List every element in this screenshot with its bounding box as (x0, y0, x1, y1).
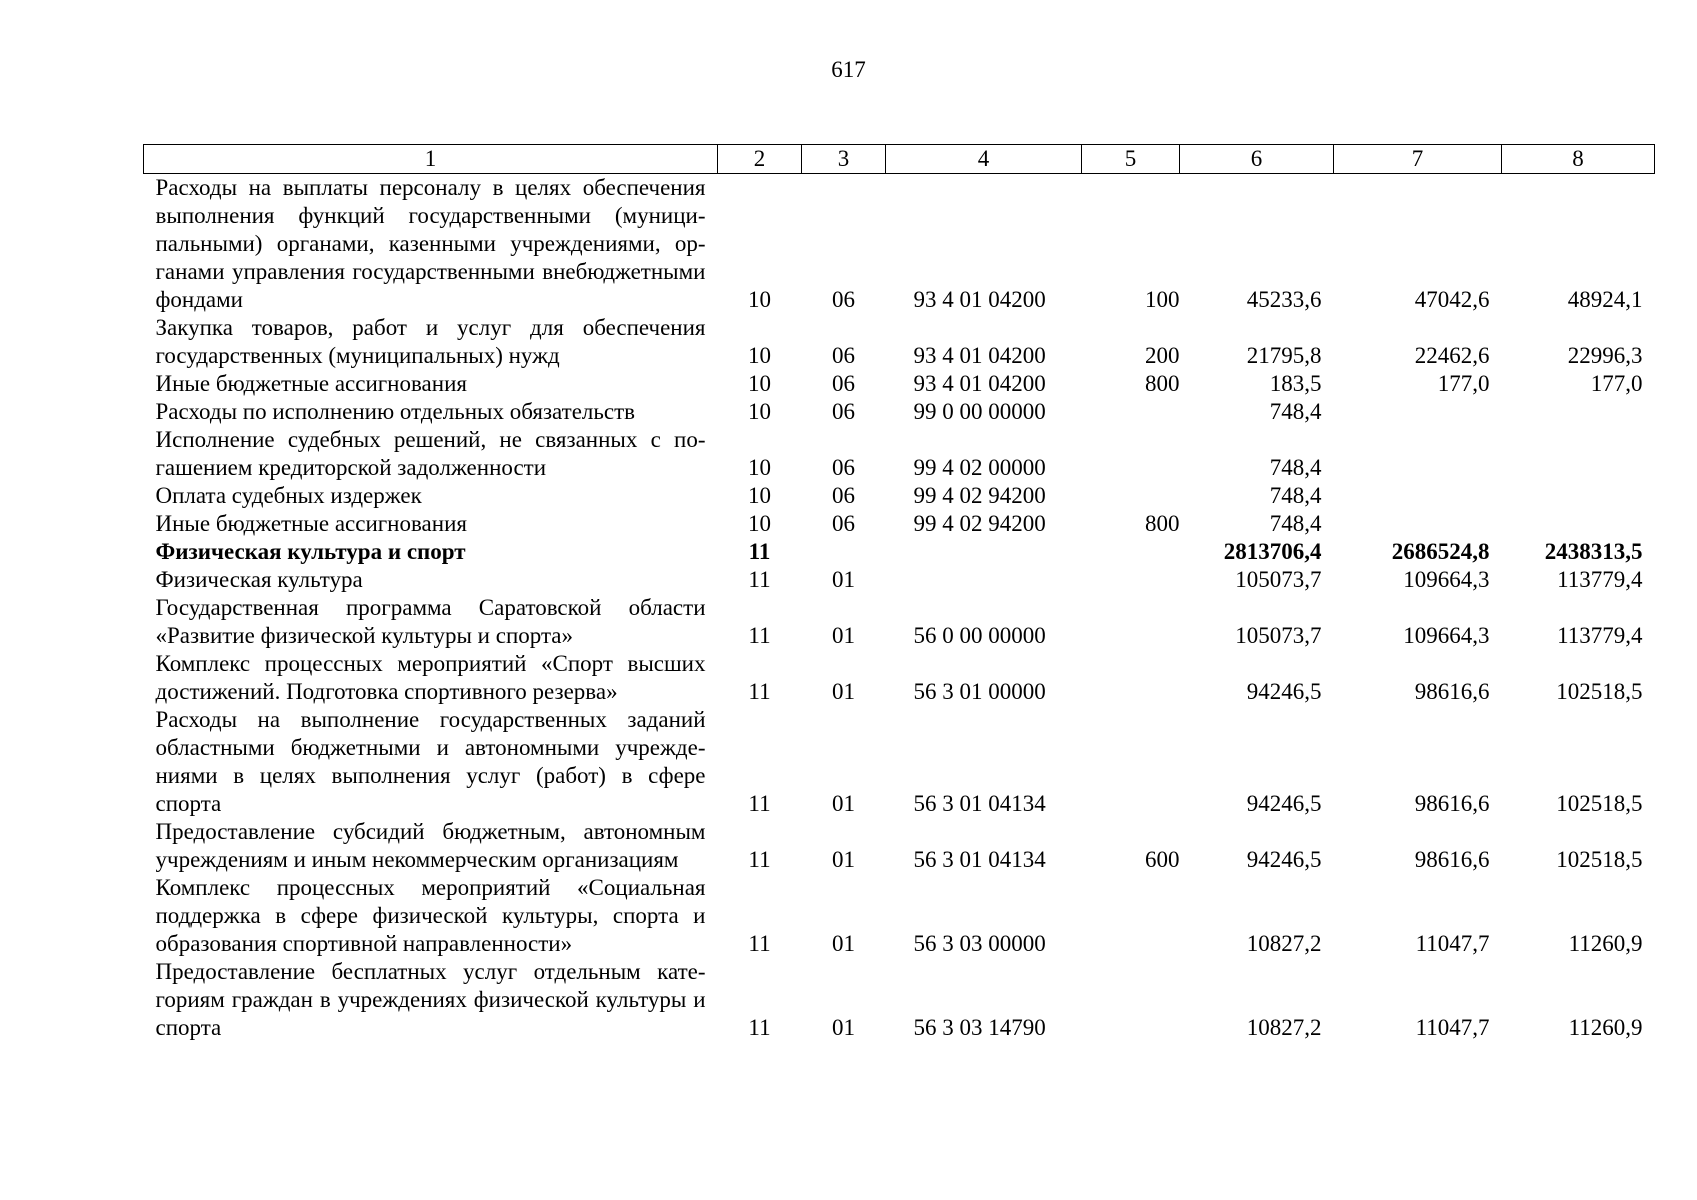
cell-expense-type (1082, 398, 1180, 426)
table-row (144, 650, 1655, 706)
cell-expense-type: 800 (1145, 371, 1180, 396)
table-row (144, 706, 1655, 818)
cell-amount-2 (1334, 482, 1502, 510)
cell-name: Закупка товаров, работ и услуг для обеспечения государственных (муниципальных) нужд (155, 315, 706, 368)
cell-name: Государственная программа Саратовской области «Развитие физической культуры и спорта» (155, 595, 706, 648)
cell-name: Исполнение судебных решений, не связанных с погашением кредиторской задолженности (155, 427, 706, 480)
cell-amount-2 (1334, 398, 1502, 426)
cell-subsection: 06 (832, 399, 855, 424)
budget-table (143, 144, 1655, 1042)
cell-section: 10 (748, 399, 771, 424)
cell-expense-type: 200 (1145, 343, 1180, 368)
cell-expense-type (1082, 566, 1180, 594)
cell-name: Комплекс процессных мероприятий «Социальная поддержка в сфере физической культуры, спорта и образования спортивной направленности» (155, 875, 706, 956)
cell-amount-2: 98616,6 (1414, 679, 1490, 704)
cell-section: 11 (748, 931, 771, 956)
cell-amount-3 (1502, 510, 1655, 538)
table-row (144, 482, 1655, 510)
table-row (144, 510, 1655, 538)
cell-amount-1: 94246,5 (1246, 791, 1322, 816)
cell-amount-2: 2686524,8 (1391, 539, 1490, 564)
column-header: 2 (718, 145, 802, 174)
column-header: 1 (144, 145, 718, 174)
column-header: 6 (1180, 145, 1334, 174)
cell-amount-3: 48924,1 (1567, 287, 1643, 312)
cell-amount-2: 22462,6 (1414, 343, 1490, 368)
cell-section: 11 (748, 791, 771, 816)
cell-name: Предоставление субсидий бюджетным, автономным учреждениям и иным некоммерческим организациям (155, 819, 706, 872)
cell-target-article: 93 4 01 04200 (913, 371, 1046, 396)
cell-target-article (886, 538, 1082, 566)
table-row (144, 370, 1655, 398)
cell-amount-1: 94246,5 (1246, 847, 1322, 872)
cell-expense-type (1082, 650, 1180, 706)
table-row (144, 874, 1655, 958)
cell-target-article: 56 3 03 00000 (913, 931, 1046, 956)
page-number: 617 (831, 57, 866, 82)
cell-section: 11 (748, 623, 771, 648)
table-row (144, 566, 1655, 594)
cell-amount-2: 98616,6 (1414, 847, 1490, 872)
cell-amount-3: 113779,4 (1557, 567, 1643, 592)
cell-subsection: 01 (832, 623, 855, 648)
header-row (144, 145, 1655, 174)
cell-amount-3: 11260,9 (1568, 931, 1643, 956)
cell-section: 10 (748, 343, 771, 368)
cell-section: 10 (748, 483, 771, 508)
cell-subsection: 06 (832, 343, 855, 368)
cell-amount-1: 105073,7 (1235, 623, 1322, 648)
cell-amount-2: 98616,6 (1414, 791, 1490, 816)
cell-amount-1: 748,4 (1269, 511, 1322, 536)
table-row (144, 594, 1655, 650)
cell-amount-2: 177,0 (1437, 371, 1490, 396)
cell-target-article: 99 4 02 94200 (913, 483, 1046, 508)
cell-subsection: 06 (832, 483, 855, 508)
cell-amount-3 (1502, 398, 1655, 426)
cell-subsection (802, 538, 886, 566)
cell-amount-3 (1502, 482, 1655, 510)
table-body (144, 174, 1655, 1043)
cell-amount-3: 102518,5 (1556, 791, 1643, 816)
cell-target-article: 93 4 01 04200 (913, 343, 1046, 368)
cell-subsection: 06 (832, 371, 855, 396)
cell-subsection: 01 (832, 567, 855, 592)
cell-amount-2: 109664,3 (1403, 623, 1490, 648)
cell-amount-2 (1334, 426, 1502, 482)
cell-expense-type: 600 (1145, 847, 1180, 872)
cell-amount-2: 47042,6 (1414, 287, 1490, 312)
table-row (144, 958, 1655, 1042)
cell-subsection: 06 (832, 511, 855, 536)
cell-name: Расходы на выполнение государственных заданий областными бюджетными и автономными учреждениями в целях выполнения услуг (работ) в сфере спорта (155, 707, 706, 816)
cell-subsection: 01 (832, 847, 855, 872)
table-row (144, 174, 1655, 315)
cell-expense-type: 800 (1145, 511, 1180, 536)
cell-amount-3: 102518,5 (1556, 847, 1643, 872)
table-row (144, 314, 1655, 370)
cell-expense-type (1082, 706, 1180, 818)
cell-name: Иные бюджетные ассигнования (155, 511, 467, 536)
column-header: 8 (1502, 145, 1655, 174)
cell-name: Предоставление бесплатных услуг отдельным категориям граждан в учреждениях физической культуры и спорта (155, 959, 706, 1040)
cell-expense-type (1082, 958, 1180, 1042)
cell-expense-type (1082, 426, 1180, 482)
cell-subsection: 01 (832, 1015, 855, 1040)
cell-amount-1: 2813706,4 (1223, 539, 1322, 564)
cell-amount-3 (1502, 426, 1655, 482)
cell-name: Физическая культура (155, 567, 363, 592)
cell-expense-type (1082, 482, 1180, 510)
table-row (144, 538, 1655, 566)
cell-section: 10 (748, 455, 771, 480)
cell-name: Оплата судебных издержек (155, 483, 422, 508)
table-row (144, 818, 1655, 874)
cell-name: Расходы по исполнению отдельных обязательств (155, 399, 635, 424)
cell-target-article: 56 3 01 00000 (913, 679, 1046, 704)
cell-amount-1: 105073,7 (1235, 567, 1322, 592)
cell-amount-1: 748,4 (1269, 399, 1322, 424)
cell-section: 11 (748, 1015, 771, 1040)
cell-target-article: 56 3 01 04134 (913, 847, 1046, 872)
cell-subsection: 01 (832, 791, 855, 816)
cell-amount-2: 109664,3 (1403, 567, 1490, 592)
table-row (144, 398, 1655, 426)
cell-amount-1: 748,4 (1269, 455, 1322, 480)
cell-amount-1: 10827,2 (1246, 1015, 1322, 1040)
cell-target-article: 56 0 00 00000 (913, 623, 1046, 648)
cell-amount-1: 183,5 (1269, 371, 1322, 396)
column-header: 4 (886, 145, 1082, 174)
cell-name: Иные бюджетные ассигнования (155, 371, 467, 396)
cell-section: 11 (748, 539, 771, 564)
cell-amount-1: 10827,2 (1246, 931, 1322, 956)
cell-section: 10 (748, 287, 771, 312)
cell-amount-3: 2438313,5 (1544, 539, 1643, 564)
cell-expense-type: 100 (1145, 287, 1180, 312)
cell-subsection: 01 (832, 679, 855, 704)
cell-section: 10 (748, 371, 771, 396)
cell-section: 10 (748, 511, 771, 536)
cell-target-article: 93 4 01 04200 (913, 287, 1046, 312)
cell-amount-1: 45233,6 (1246, 287, 1322, 312)
cell-amount-1: 21795,8 (1246, 343, 1322, 368)
cell-subsection: 06 (832, 455, 855, 480)
cell-expense-type (1082, 538, 1180, 566)
cell-amount-1: 748,4 (1269, 483, 1322, 508)
cell-section: 11 (748, 847, 771, 872)
cell-expense-type (1082, 874, 1180, 958)
cell-name: Физическая культура и спорт (155, 539, 466, 564)
column-header: 5 (1082, 145, 1180, 174)
table-row (144, 426, 1655, 482)
cell-name: Расходы на выплаты персоналу в целях обеспечения выполнения функций государственными (муниципальными) органами, казенными учреждениями, органами управления государственными внебюджетными фондами (155, 175, 706, 312)
cell-target-article: 56 3 03 14790 (913, 1015, 1046, 1040)
cell-target-article (886, 566, 1082, 594)
cell-subsection: 01 (832, 931, 855, 956)
cell-amount-3: 11260,9 (1568, 1015, 1643, 1040)
cell-name: Комплекс процессных мероприятий «Спорт высших достижений. Подготовка спортивного резерва» (155, 651, 706, 704)
cell-target-article: 56 3 01 04134 (913, 791, 1046, 816)
cell-amount-2 (1334, 510, 1502, 538)
cell-amount-3: 22996,3 (1567, 343, 1643, 368)
cell-amount-2: 11047,7 (1415, 931, 1490, 956)
cell-target-article: 99 0 00 00000 (913, 399, 1046, 424)
cell-amount-3: 177,0 (1590, 371, 1643, 396)
cell-amount-3: 102518,5 (1556, 679, 1643, 704)
cell-amount-1: 94246,5 (1246, 679, 1322, 704)
column-header: 3 (802, 145, 886, 174)
cell-section: 11 (748, 679, 771, 704)
cell-target-article: 99 4 02 00000 (913, 455, 1046, 480)
cell-section: 11 (748, 567, 771, 592)
cell-subsection: 06 (832, 287, 855, 312)
cell-expense-type (1082, 594, 1180, 650)
column-header: 7 (1334, 145, 1502, 174)
cell-amount-2: 11047,7 (1415, 1015, 1490, 1040)
cell-target-article: 99 4 02 94200 (913, 511, 1046, 536)
cell-amount-3: 113779,4 (1557, 623, 1643, 648)
